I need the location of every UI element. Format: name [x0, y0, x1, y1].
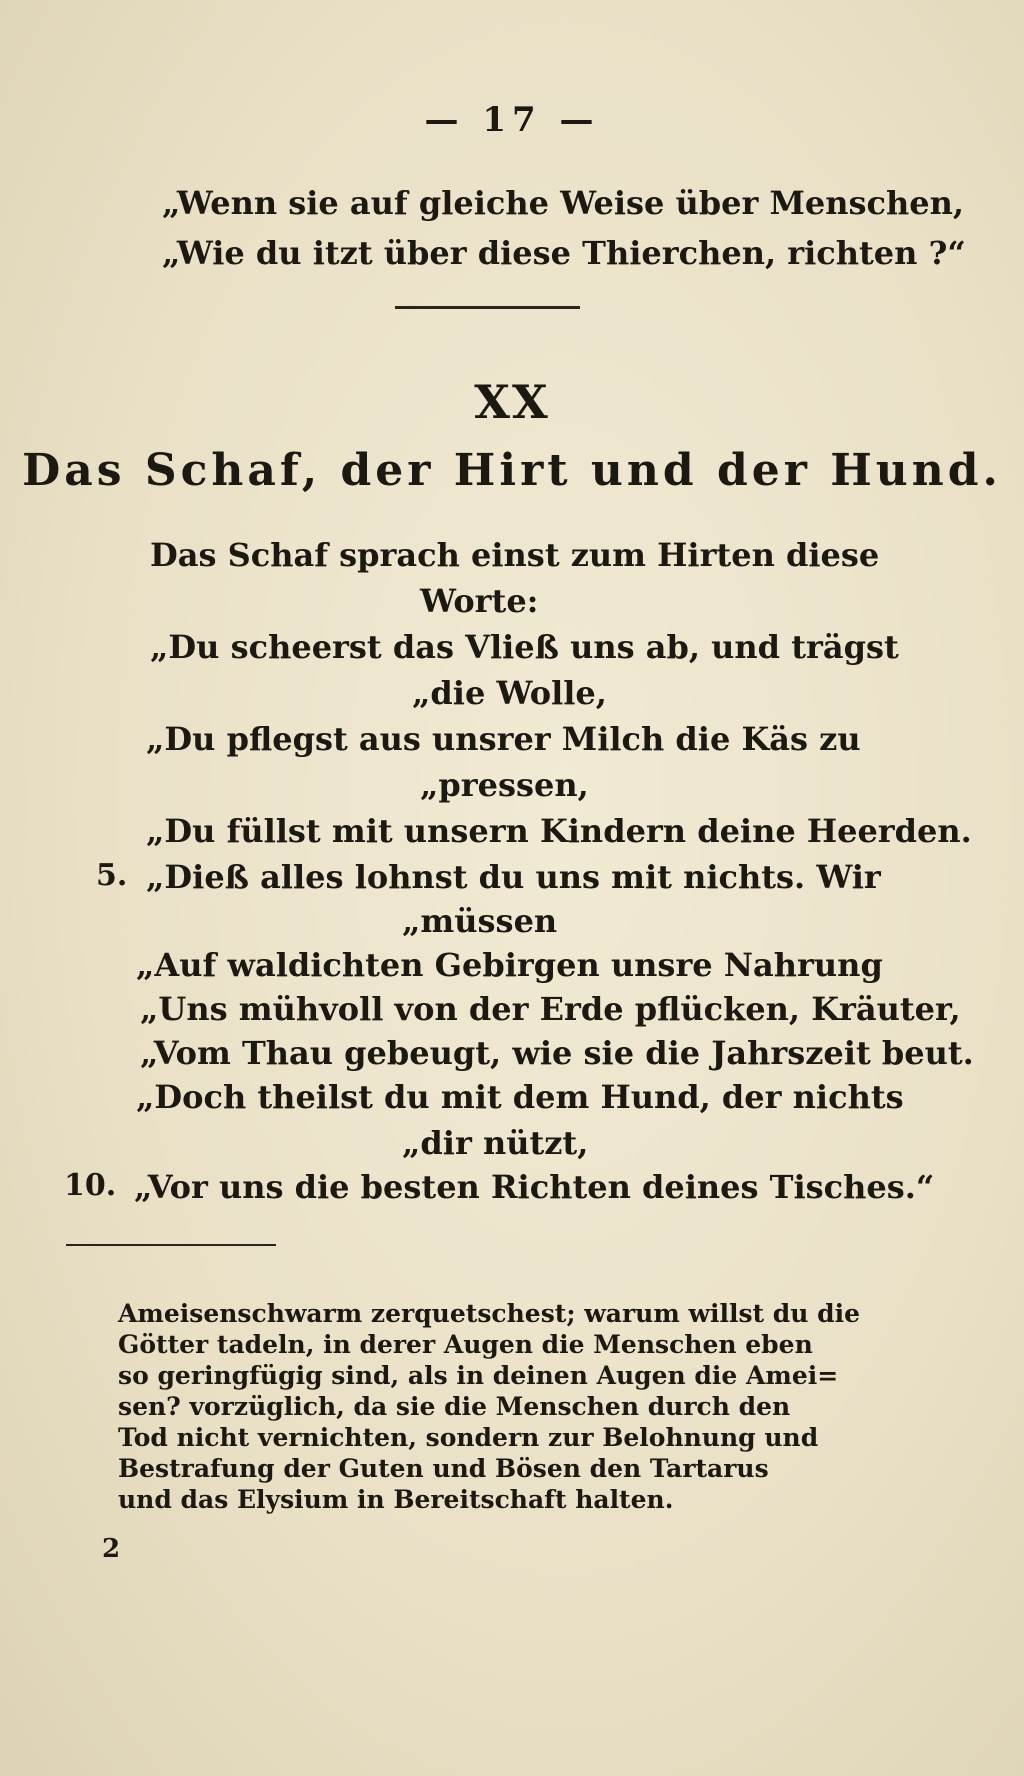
fable-line-2: „Du scheerst das Vließ uns ab, und trägst: [150, 628, 899, 666]
fable-title: Das Schaf, der Hirt und der Hund.: [22, 445, 1002, 496]
fable-numeral: XX: [474, 375, 550, 429]
fable-line-9-cont: „dir nützt,: [402, 1124, 589, 1162]
footnote-line-3: so geringfügig sind, als in deinen Augen die Amei=: [118, 1361, 839, 1390]
signature-mark: 2: [102, 1534, 121, 1564]
fable-line-2-cont: „die Wolle,: [412, 674, 607, 712]
fable-line-1-cont: Worte:: [420, 582, 539, 620]
footnote-line-6: Bestrafung der Guten und Bösen den Tartarus: [118, 1454, 769, 1483]
fable-line-3-cont: „pressen,: [420, 766, 589, 804]
footnote-rule: [66, 1244, 276, 1246]
fable-line-7: „Uns mühvoll von der Erde pflücken, Kräuter,: [140, 990, 961, 1028]
fable-line-6: „Auf waldichten Gebirgen unsre Nahrung: [136, 946, 883, 984]
page-number: — 17 —: [424, 100, 600, 140]
fable-line-10: „Vor uns die besten Richten deines Tisches.“: [134, 1168, 935, 1206]
fable-line-4: „Du füllst mit unsern Kindern deine Heerden.: [146, 812, 972, 850]
footnote-line-7: und das Elysium in Bereitschaft halten.: [118, 1485, 674, 1514]
footnote-line-2: Götter tadeln, in derer Augen die Menschen eben: [118, 1330, 813, 1359]
footnote-line-4: sen? vorzüglich, da sie die Menschen durch den: [118, 1392, 791, 1421]
fable-line-1: Das Schaf sprach einst zum Hirten diese: [150, 536, 880, 574]
footnote-line-5: Tod nicht vernichten, sondern zur Belohnung und: [118, 1423, 819, 1452]
fable-line-5-cont: „müssen: [402, 902, 558, 940]
fable-line-9: „Doch theilst du mit dem Hund, der nichts: [136, 1078, 904, 1116]
prev-poem-line-1: „Wenn sie auf gleiche Weise über Menschen,: [162, 184, 965, 222]
fable-line-5: „Dieß alles lohnst du uns mit nichts. Wir: [146, 858, 881, 896]
fable-line-3: „Du pflegst aus unsrer Milch die Käs zu: [146, 720, 861, 758]
section-divider: [395, 306, 580, 309]
fable-line-8: „Vom Thau gebeugt, wie sie die Jahrszeit beut.: [140, 1034, 974, 1072]
line-number-10: 10.: [64, 1168, 117, 1203]
footnote-line-1: Ameisenschwarm zerquetschest; warum willst du die: [118, 1299, 861, 1328]
line-number-5: 5.: [96, 858, 128, 893]
prev-poem-line-2: „Wie du itzt über diese Thierchen, richten ?“: [162, 234, 966, 272]
